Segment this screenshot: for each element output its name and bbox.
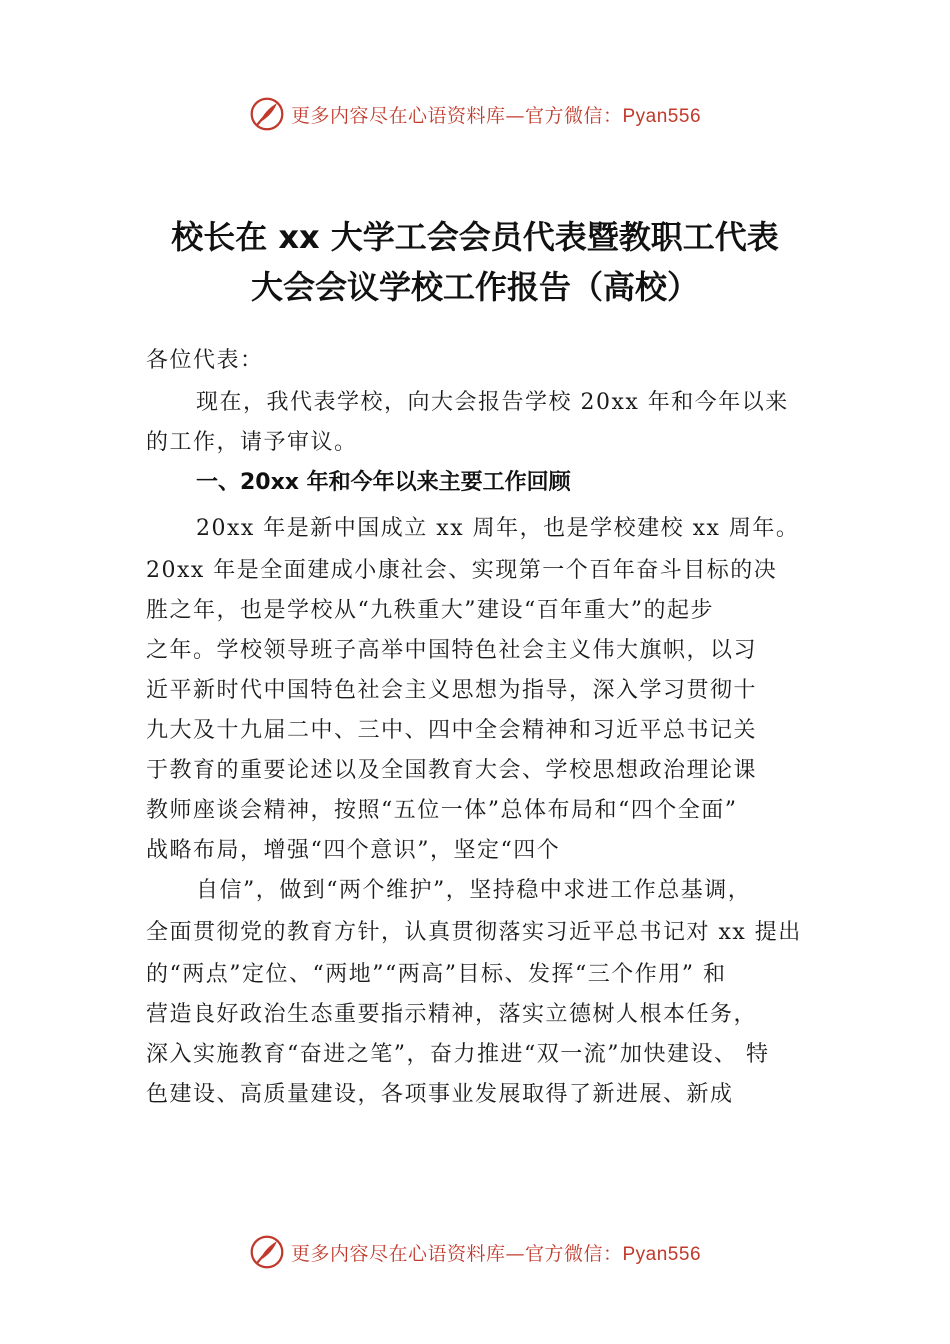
body-line: 营造良好政治生态重要指示精神，落实立德树人根本任务， (146, 1002, 758, 1027)
wechat-id: Pyan556 (622, 105, 702, 127)
body-line: 战略布局，增强“四个意识”，坚定“四个 (146, 838, 561, 863)
body-line: 近平新时代中国特色社会主义思想为指导，深入学习贯彻十 (146, 678, 758, 703)
banner-text: 更多内容尽在心语资料库—官方微信：Pyan556 (290, 1242, 702, 1265)
body-line: 教师座谈会精神，按照“五位一体”总体布局和“四个全面” (146, 798, 738, 823)
body-line: 九大及十九届二中、三中、四中全会精神和习近平总书记关 (146, 718, 758, 743)
body-line: 全面贯彻党的教育方针，认真贯彻落实习近平总书记对 xx 提出 (146, 920, 802, 945)
quill-pen-logo-icon (249, 1234, 285, 1270)
body-line: 现在，我代表学校，向大会报告学校 20xx 年和今年以来 (196, 390, 789, 415)
body-line: 胜之年，也是学校从“九秩重大”建设“百年重大”的起步 (146, 598, 714, 623)
body-line: 自信”，做到“两个维护”，坚持稳中求进工作总基调， (196, 878, 752, 903)
wechat-id: Pyan556 (622, 1243, 702, 1265)
footer-banner (0, 1230, 950, 1274)
body-line: 深入实施教育“奋进之笔”，奋力推进“双一流”加快建设、 特 (146, 1042, 770, 1067)
quill-pen-logo-icon (249, 96, 285, 132)
document-title-line-1: 校长在 xx 大学工会会员代表暨教职工代表 (171, 218, 779, 256)
body-line: 的“两点”定位、“两地”“两高”目标、发挥“三个作用” 和 (146, 962, 727, 987)
body-line: 的工作，请予审议。 (146, 430, 358, 455)
body-line: 之年。学校领导班子高举中国特色社会主义伟大旗帜，以习 (146, 638, 758, 663)
body-line: 于教育的重要论述以及全国教育大会、学校思想政治理论课 (146, 758, 758, 783)
body-line: 色建设、高质量建设，各项事业发展取得了新进展、新成 (146, 1082, 734, 1107)
banner-text: 更多内容尽在心语资料库—官方微信：Pyan556 (290, 104, 702, 127)
header-banner (0, 92, 950, 136)
body-line: 20xx 年是全面建成小康社会、实现第一个百年奋斗目标的决 (146, 558, 778, 583)
section-heading: 一、20xx 年和今年以来主要工作回顾 (196, 470, 571, 495)
document-title-line-2: 大会会议学校工作报告（高校） (250, 268, 699, 306)
body-line: 20xx 年是新中国成立 xx 周年，也是学校建校 xx 周年。 (196, 516, 800, 541)
salutation: 各位代表： (146, 348, 264, 373)
